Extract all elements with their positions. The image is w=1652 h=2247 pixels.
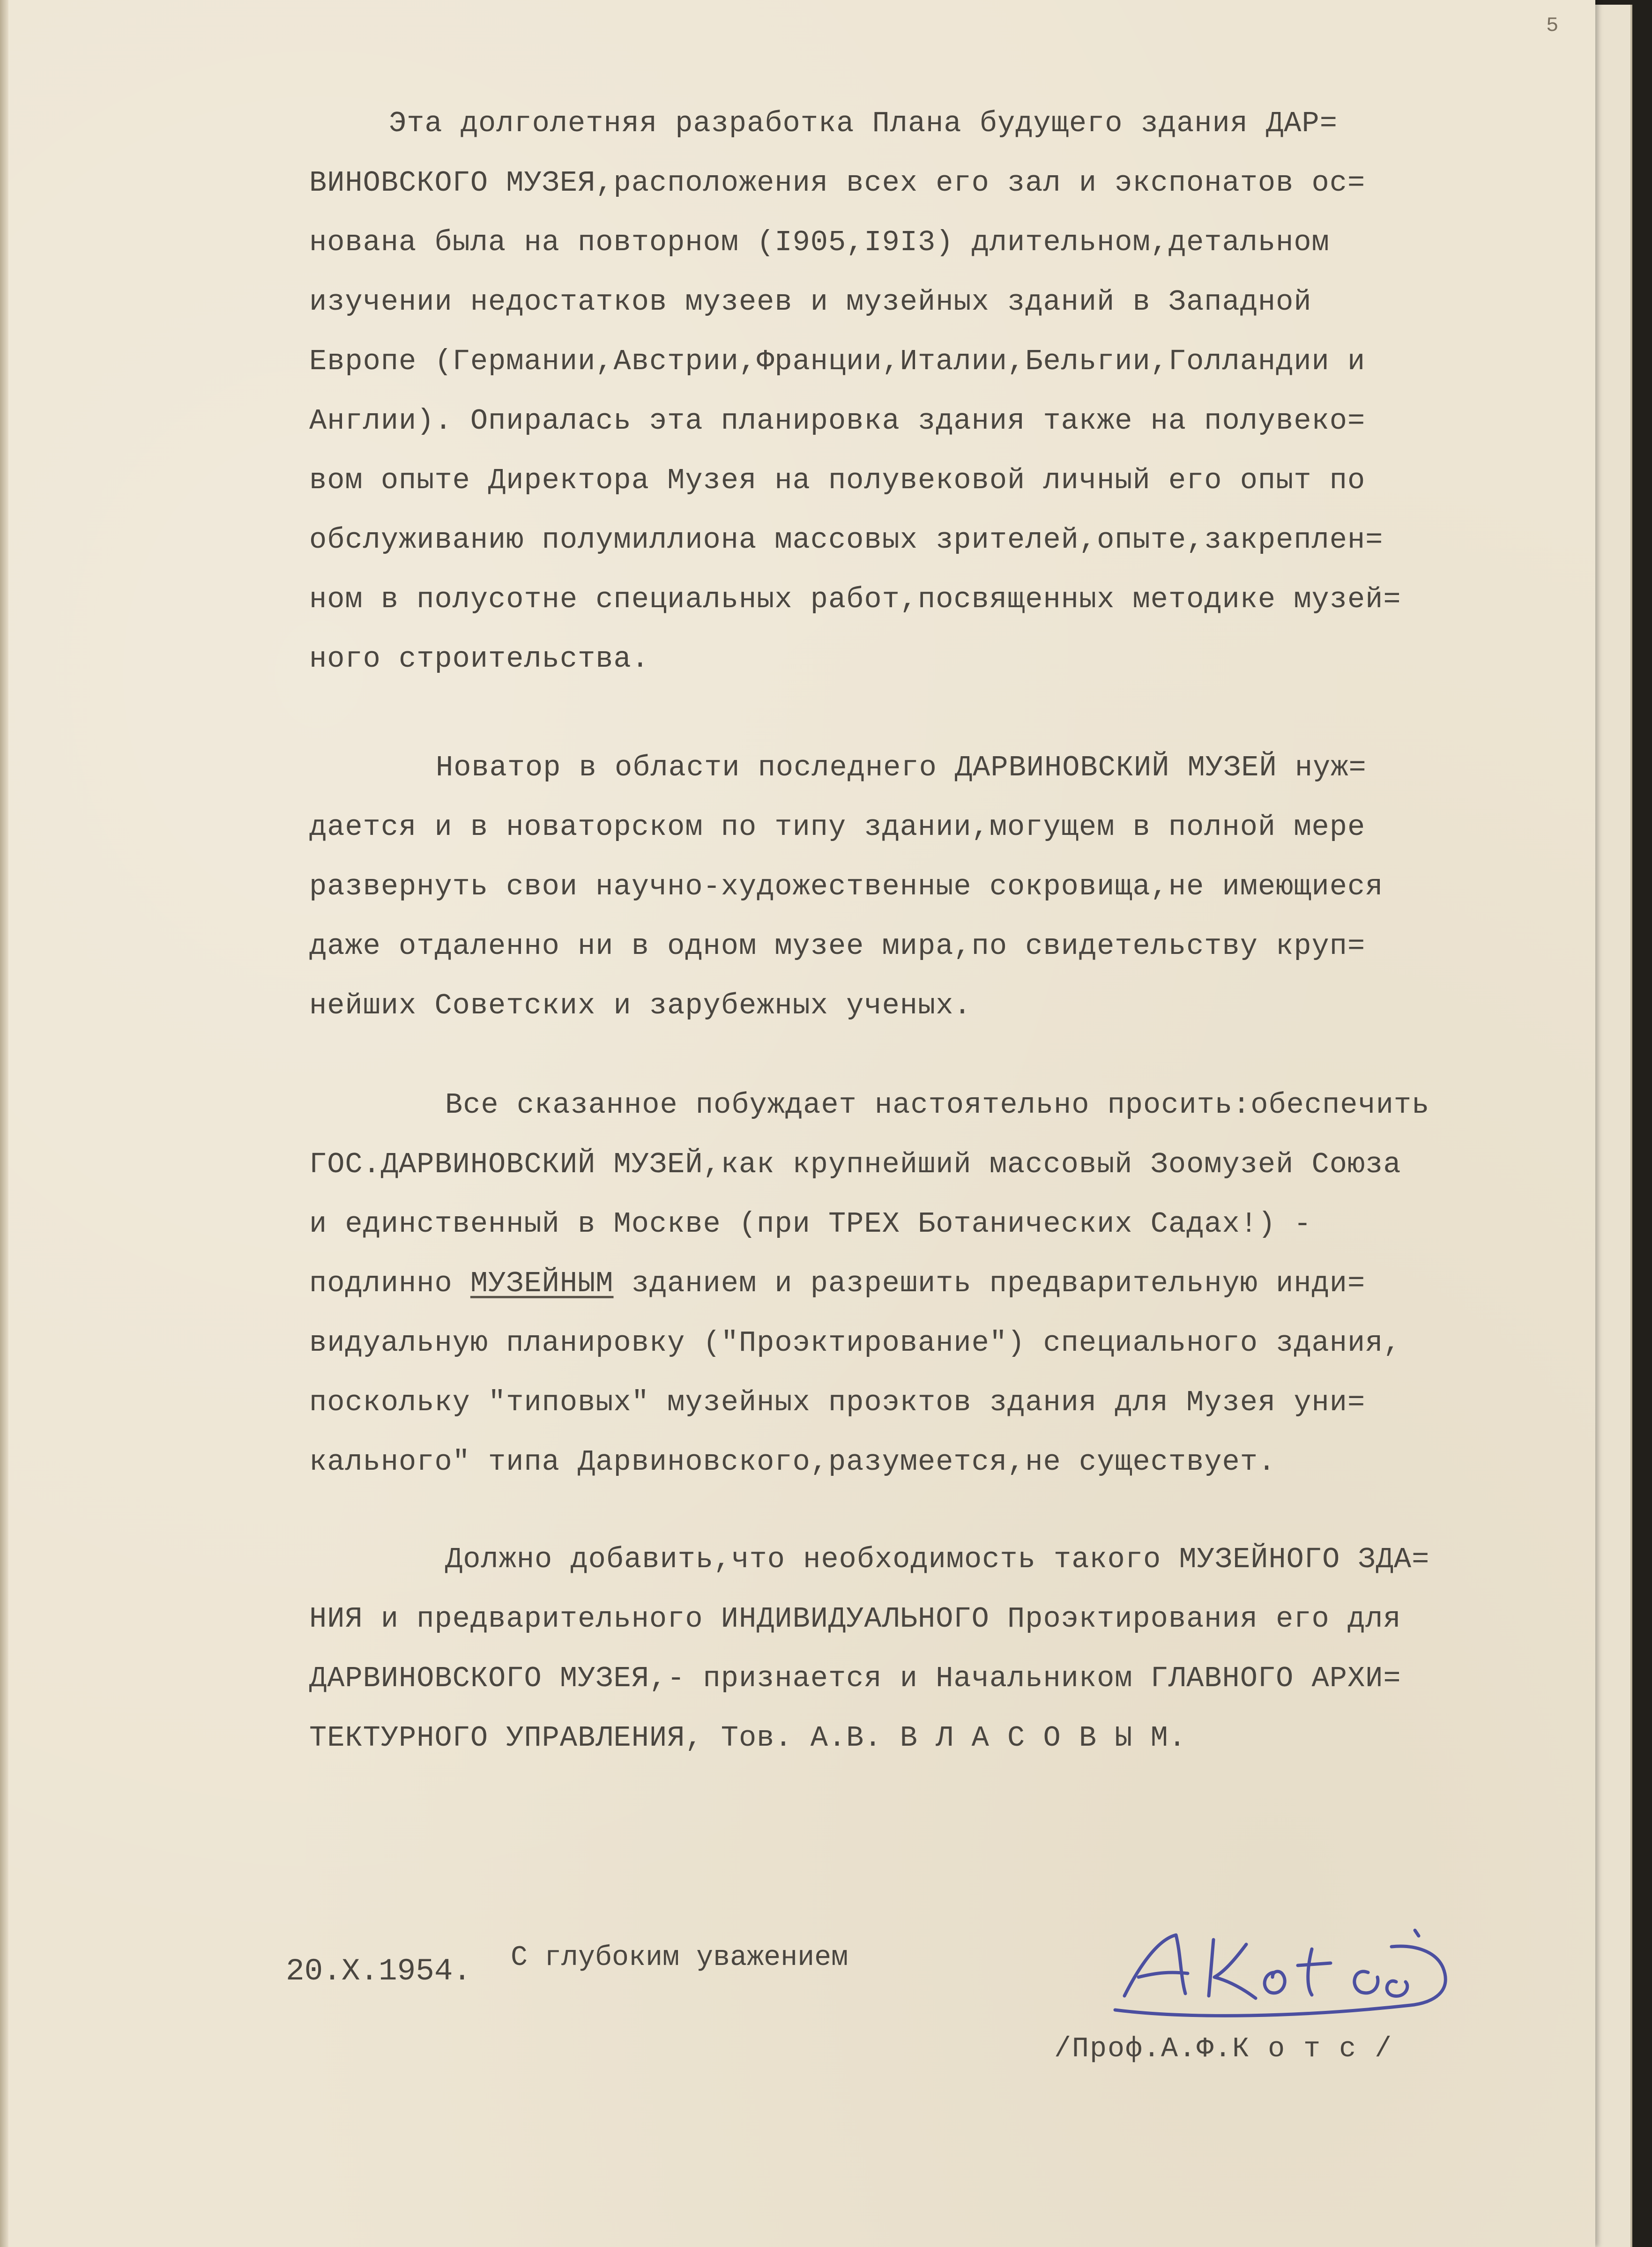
text-line: Новатор в области последнего ДАРВИНОВСКИЙ МУЗЕЙ нуж= (436, 751, 1367, 784)
text-line: НИЯ и предварительного ИНДИВИДУАЛЬНОГО Проэктирования его для (309, 1602, 1401, 1636)
text-line (309, 1254, 1584, 1313)
text-line: развернуть свои научно-художественные сокровища,не имеющиеся (309, 870, 1384, 903)
closing-phrase: С глубоким уважением (511, 1942, 848, 1974)
signatory-name: /Проф.А.Ф.К о т с / (1054, 2033, 1393, 2065)
text-line: вом опыте Директора Музея на полувековой личный его опыт по (309, 464, 1366, 497)
text-line: и единственный в Москве (при ТРЕХ Ботанических Садах!) - (309, 1207, 1312, 1241)
text-line: даже отдаленно ни в одном музее мира,по свидетельству круп= (309, 930, 1366, 963)
text-line: ГОС.ДАРВИНОВСКИЙ МУЗЕЙ,как крупнейший массовый Зоомузей Союза (309, 1148, 1401, 1181)
paragraph-3 (309, 1075, 1584, 1492)
handwritten-signature (1106, 1912, 1471, 2024)
underlined-line-prefix: подлинно (309, 1267, 470, 1300)
binding-edge (0, 0, 8, 2247)
text-line: Англии). Опиралась эта планировка здания также на полувеко= (309, 404, 1366, 438)
text-line: видуальную планировку ("Проэктирование") специального здания, (309, 1326, 1401, 1360)
paragraph-1 (309, 94, 1584, 689)
text-line: Должно добавить,что необходимость такого МУЗЕЙНОГО ЗДА= (445, 1543, 1430, 1576)
paragraph-4 (309, 1530, 1584, 1768)
text-line: изучении недостатков музеев и музейных зданий в Западной (309, 285, 1312, 319)
text-line: кального" типа Дарвиновского,разумеется,не существует. (309, 1445, 1276, 1479)
text-line: Эта долголетняя разработка Плана будущего здания ДАР= (389, 107, 1338, 140)
text-line: ном в полусотне специальных работ,посвященных методике музей= (309, 583, 1401, 616)
text-line: нейших Советских и зарубежных ученых. (309, 989, 972, 1022)
letter-date: 20.Х.1954. (286, 1954, 472, 1989)
text-line: нована была на повторном (I905,I9I3) длительном,детальном (309, 226, 1330, 259)
paragraph-2 (309, 738, 1584, 1035)
text-line: дается и в новаторском по типу здании,могущем в полной мере (309, 811, 1366, 844)
text-line: Все сказанное побуждает настоятельно просить:обеспечить (445, 1088, 1430, 1122)
underlined-word: МУЗЕЙНЫМ (470, 1267, 614, 1300)
text-line: Европе (Германии,Австрии,Франции,Италии,Бельгии,Голландии и (309, 345, 1366, 378)
text-line: поскольку "типовых" музейных проэктов здания для Музея уни= (309, 1386, 1366, 1419)
page-number: 5 (1546, 14, 1559, 37)
text-line: ТЕКТУРНОГО УПРАВЛЕНИЯ, Тов. А.В. В Л А С О В Ы М. (309, 1721, 1187, 1755)
text-line: ного строительства. (309, 642, 649, 676)
underlined-line-suffix: зданием и разрешить предварительную инди= (613, 1267, 1366, 1300)
text-line: обслуживанию полумиллиона массовых зрителей,опыте,закреплен= (309, 523, 1384, 557)
text-line: ДАРВИНОВСКОГО МУЗЕЯ,- признается и Начальником ГЛАВНОГО АРХИ= (309, 1662, 1401, 1695)
text-line: ВИНОВСКОГО МУЗЕЯ,расположения всех его зал и экспонатов ос= (309, 166, 1366, 200)
